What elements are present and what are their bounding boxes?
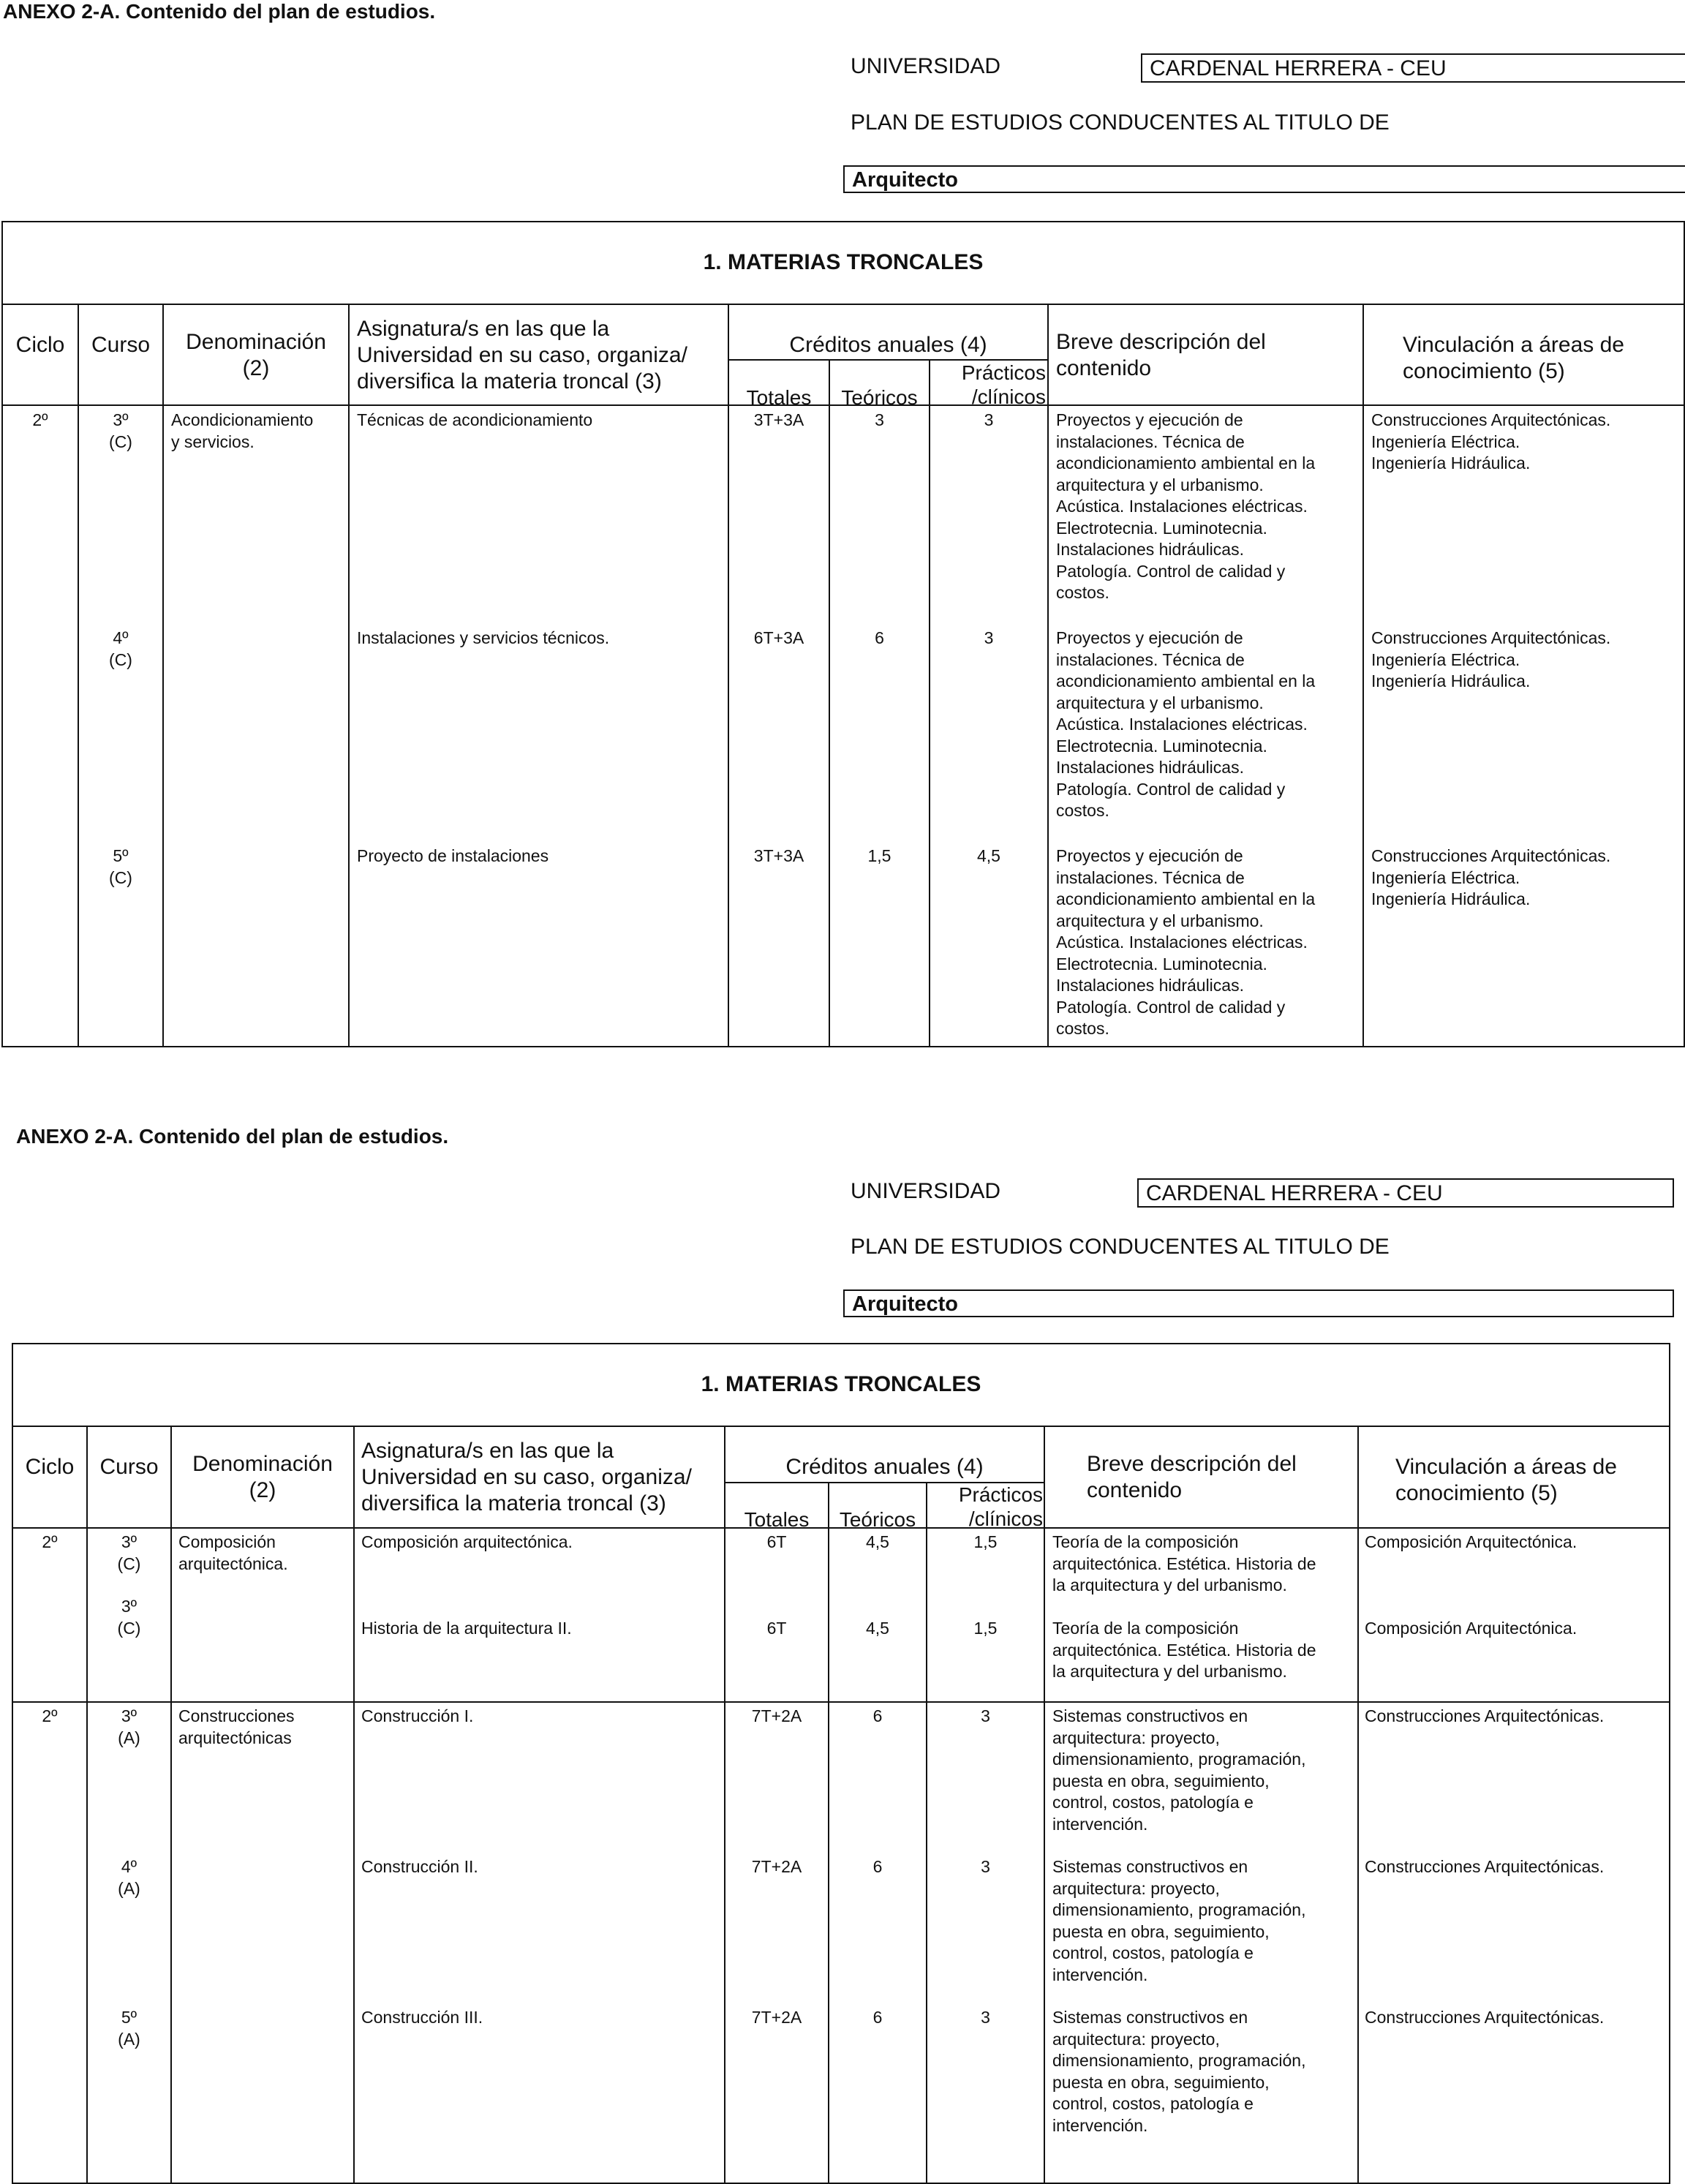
header-descripcion: Breve descripción del contenido — [1056, 330, 1266, 380]
table-cell-totales: 6T — [766, 1532, 787, 1551]
table-cell-practicos: 3 — [984, 628, 994, 647]
table-cell-ciclo: 2º — [42, 1532, 58, 1551]
table-cell-practicos: 1,5 — [973, 1532, 998, 1551]
table-cell-totales: 7T+2A — [751, 1706, 802, 1725]
header-creditos: Créditos anuales (4) — [789, 333, 987, 357]
table-cell-asignatura: Construcción III. — [361, 2008, 483, 2027]
plan-label: PLAN DE ESTUDIOS CONDUCENTES AL TITULO DE — [851, 1235, 1390, 1259]
degree-field: Arquitecto — [843, 165, 1685, 193]
table-cell-ciclo: 2º — [42, 1706, 58, 1725]
table-cell-practicos: 3 — [984, 410, 994, 429]
header-totales: Totales — [744, 1508, 810, 1531]
header-teoricos: Teóricos — [841, 386, 918, 409]
header-denominacion: Denominación (2) — [192, 1452, 333, 1502]
table-cell-totales: 3T+3A — [753, 410, 804, 429]
table-cell-totales: 6T — [766, 1619, 787, 1638]
table-cell-vinculacion: Construcciones Arquitectónicas. Ingeniería Eléctrica. Ingeniería Hidráulica. — [1371, 846, 1611, 908]
table-cell-asignatura: Técnicas de acondicionamiento — [357, 410, 593, 429]
table-cell-teoricos: 1,5 — [867, 846, 891, 865]
table-cell-asignatura: Proyecto de instalaciones — [357, 846, 549, 865]
table-cell-descripcion: Teoría de la composición arquitectónica. Estética. Historia de la arquitectura y del urbanismo. — [1052, 1532, 1316, 1594]
table-cell-descripcion: Proyectos y ejecución de instalaciones. Técnica de acondicionamiento ambiental en la arquitectura y el urbanismo. Acústica. Instalaciones eléctricas. Electrotecnia. Luminotecnia. Instalaciones hidráulicas. Patología. Control de calidad y costos. — [1056, 410, 1316, 602]
table-cell-descripcion: Sistemas constructivos en arquitectura: proyecto, dimensionamiento, programación, puesta en obra, seguimiento, control, costos, patología e intervención. — [1052, 2008, 1306, 2135]
table-cell-teoricos: 6 — [875, 628, 884, 647]
plan-label: PLAN DE ESTUDIOS CONDUCENTES AL TITULO DE — [851, 110, 1390, 135]
header-asignatura: Asignatura/s en las que la Universidad en su caso, organiza/ diversifica la materia troncal (3) — [361, 1439, 692, 1515]
header-vinculacion: Vinculación a áreas de conocimiento (5) — [1395, 1455, 1617, 1505]
header-asignatura: Asignatura/s en las que la Universidad en su caso, organiza/ diversifica la materia troncal (3) — [357, 317, 687, 394]
table-cell-vinculacion: Construcciones Arquitectónicas. — [1365, 1706, 1605, 1725]
table-cell-denominacion: Acondicionamiento y servicios. — [171, 410, 314, 451]
table-cell-totales: 3T+3A — [753, 846, 804, 865]
header-ciclo: Ciclo — [25, 1455, 75, 1479]
table-cell-vinculacion: Construcciones Arquitectónicas. — [1365, 1857, 1605, 1876]
table-cell-denominacion: Composición arquitectónica. — [178, 1532, 288, 1573]
header-teoricos: Teóricos — [839, 1508, 916, 1531]
table-cell-teoricos: 4,5 — [866, 1532, 889, 1551]
table-cell-practicos: 3 — [981, 1706, 990, 1725]
header-ciclo: Ciclo — [15, 333, 65, 357]
table-cell-practicos: 1,5 — [973, 1619, 998, 1638]
university-label: UNIVERSIDAD — [851, 1179, 1001, 1203]
annex-title: ANEXO 2-A. Contenido del plan de estudios. — [16, 1125, 449, 1148]
university-label: UNIVERSIDAD — [851, 54, 1001, 78]
section-title: 1. MATERIAS TRONCALES — [3, 222, 1684, 305]
table-cell-curso: 3º (C) — [109, 410, 132, 451]
table-cell-vinculacion: Construcciones Arquitectónicas. Ingeniería Eléctrica. Ingeniería Hidráulica. — [1371, 628, 1611, 690]
university-name-field: CARDENAL HERRERA - CEU — [1137, 1178, 1674, 1208]
table-cell-descripcion: Sistemas constructivos en arquitectura: proyecto, dimensionamiento, programación, puesta en obra, seguimiento, control, costos, patología e intervención. — [1052, 1706, 1306, 1834]
header-curso: Curso — [91, 333, 151, 357]
table-cell-denominacion: Construcciones arquitectónicas — [178, 1706, 295, 1747]
table-cell-teoricos: 6 — [872, 1706, 883, 1725]
table-cell-descripcion: Sistemas constructivos en arquitectura: proyecto, dimensionamiento, programación, puesta en obra, seguimiento, control, costos, patología e intervención. — [1052, 1857, 1306, 1984]
table-cell-curso: 4º (C) — [109, 628, 132, 669]
table-cell-descripcion: Teoría de la composición arquitectónica. Estética. Historia de la arquitectura y del urbanismo. — [1052, 1619, 1316, 1681]
header-vinculacion: Vinculación a áreas de conocimiento (5) — [1403, 333, 1624, 383]
table-cell-practicos: 4,5 — [977, 846, 1000, 865]
header-creditos: Créditos anuales (4) — [785, 1455, 984, 1479]
table-cell-vinculacion: Composición Arquitectónica. — [1365, 1619, 1577, 1638]
table-cell-ciclo: 2º — [32, 410, 48, 429]
table-cell-teoricos: 3 — [875, 410, 884, 429]
table-cell-curso: 3º (A) — [118, 1706, 140, 1747]
table-cell-vinculacion: Construcciones Arquitectónicas. Ingeniería Eléctrica. Ingeniería Hidráulica. — [1371, 410, 1611, 472]
table-cell-curso: 5º (A) — [118, 2008, 140, 2049]
table-cell-practicos: 3 — [981, 2008, 990, 2027]
annex-title: ANEXO 2-A. Contenido del plan de estudios. — [3, 0, 436, 23]
table-cell-curso: 4º (A) — [118, 1857, 140, 1898]
header-descripcion: Breve descripción del contenido — [1087, 1452, 1297, 1502]
table-cell-asignatura: Composición arquitectónica. — [361, 1532, 573, 1551]
table-cell-asignatura: Historia de la arquitectura II. — [361, 1619, 572, 1638]
table-cell-curso: 3º (C) — [117, 1597, 141, 1638]
header-denominacion: Denominación (2) — [186, 330, 326, 380]
table-cell-descripcion: Proyectos y ejecución de instalaciones. Técnica de acondicionamiento ambiental en la arquitectura y el urbanismo. Acústica. Instalaciones eléctricas. Electrotecnia. Luminotecnia. Instalaciones hidráulicas. Patología. Control de calidad y costos. — [1056, 628, 1316, 820]
header-totales: Totales — [746, 386, 812, 409]
table-cell-vinculacion: Construcciones Arquitectónicas. — [1365, 2008, 1605, 2027]
table-cell-teoricos: 6 — [872, 1857, 883, 1876]
header-curso: Curso — [99, 1455, 159, 1479]
table-cell-curso: 3º (C) — [117, 1532, 141, 1573]
table-cell-totales: 7T+2A — [751, 1857, 802, 1876]
table-cell-teoricos: 4,5 — [866, 1619, 889, 1638]
table-cell-teoricos: 6 — [872, 2008, 883, 2027]
table-cell-totales: 7T+2A — [751, 2008, 802, 2027]
table-cell-asignatura: Construcción II. — [361, 1857, 478, 1876]
table-cell-asignatura: Instalaciones y servicios técnicos. — [357, 628, 610, 647]
table-cell-practicos: 3 — [981, 1857, 990, 1876]
table-cell-curso: 5º (C) — [109, 846, 132, 887]
university-name-field: CARDENAL HERRERA - CEU — [1141, 53, 1685, 83]
table-cell-asignatura: Construcción I. — [361, 1706, 474, 1725]
table-cell-vinculacion: Composición Arquitectónica. — [1365, 1532, 1577, 1551]
table-cell-descripcion: Proyectos y ejecución de instalaciones. Técnica de acondicionamiento ambiental en la arquitectura y el urbanismo. Acústica. Instalaciones eléctricas. Electrotecnia. Luminotecnia. Instalaciones hidráulicas. Patología. Control de calidad y costos. — [1056, 846, 1316, 1038]
table-cell-totales: 6T+3A — [753, 628, 804, 647]
section-title: 1. MATERIAS TRONCALES — [13, 1344, 1669, 1427]
header-practicos: Prácticos /clínicos — [961, 361, 1046, 408]
degree-field: Arquitecto — [843, 1289, 1674, 1317]
header-practicos: Prácticos /clínicos — [958, 1483, 1043, 1530]
